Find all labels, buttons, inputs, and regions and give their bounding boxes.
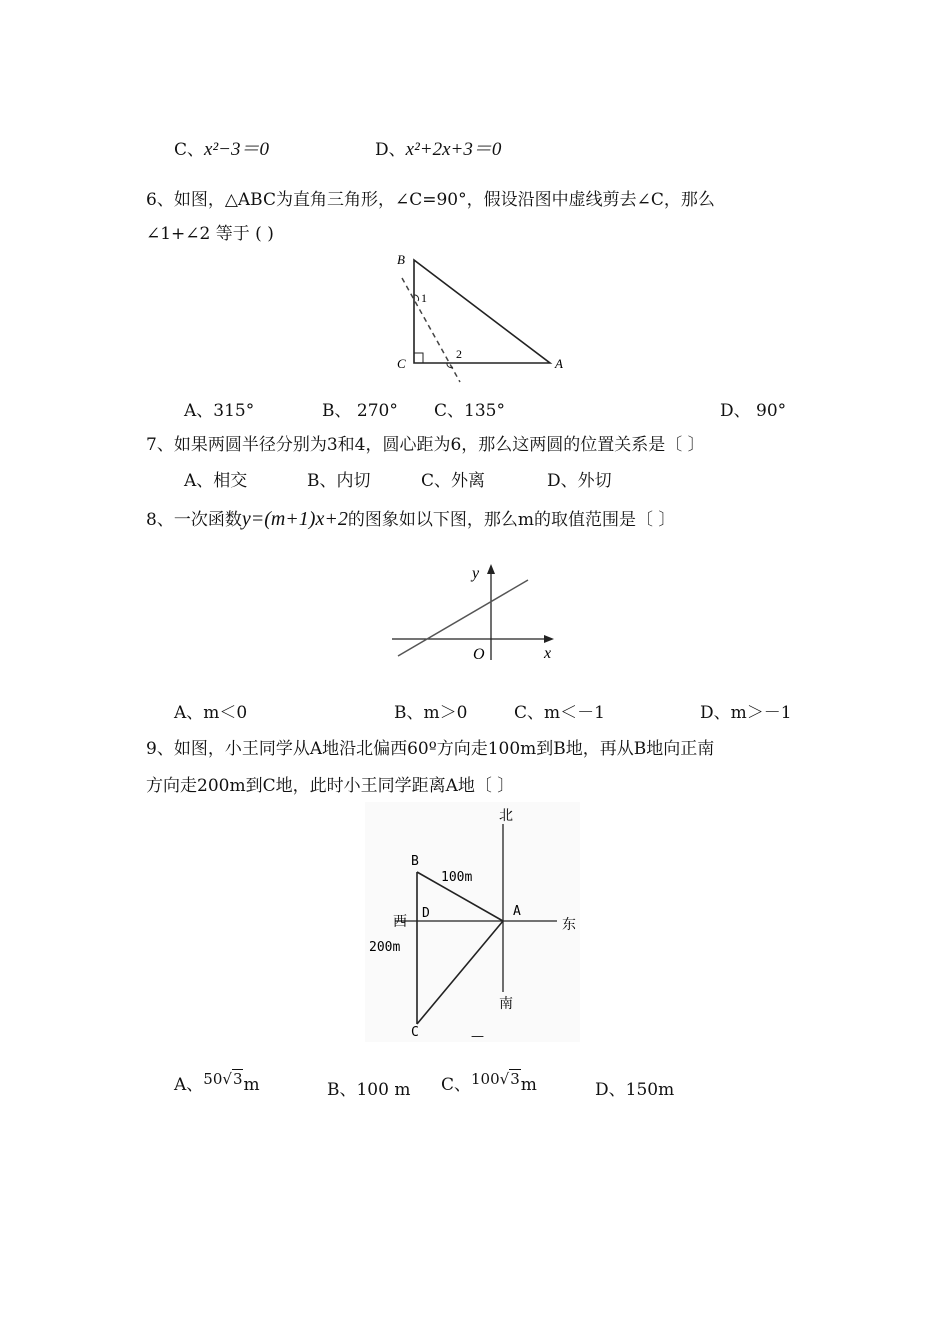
unit: m [243,1075,260,1095]
q9-text-line1: 9、如图，小王同学从A地沿北偏西60º方向走100m到B地，再从B地向正南 [146,739,715,759]
q7-text: 7、如果两圆半径分别为3和4，圆心距为6，那么这两圆的位置关系是〔 〕 [146,435,705,455]
q8-option-c: C、m＜－1 [514,703,605,723]
unit: m [520,1075,537,1095]
sqrt-expression: √3 [499,1070,520,1088]
q8-text [146,505,675,531]
x-axis-label: x [544,645,552,662]
radicand: 3 [232,1070,243,1088]
q6-text-line1: 6、如图，△ABC为直角三角形，∠C=90°，假设沿图中虚线剪去∠C，那么 [146,190,715,210]
point-c-label: C [411,1025,419,1040]
vertex-c-label: C [397,356,406,371]
east-label: 东 [562,918,576,933]
radicand: 3 [510,1070,520,1088]
option-label: A、 [174,1075,204,1095]
q8-option-d: D、m＞－1 [700,703,792,723]
west-label: 西 [393,915,407,930]
north-label: 北 [499,809,513,824]
cut-dashed-line [402,278,460,382]
q9-option-c [441,1070,537,1095]
q6-triangle-figure [390,250,580,380]
x-axis-arrow [544,635,554,643]
south-label: 南 [499,997,513,1012]
right-angle-mark [414,353,423,363]
q8-option-a: A、m＜0 [174,703,248,723]
q6-option-b: B、 270° [322,401,398,421]
q9-direction-figure [365,802,580,1042]
q8-option-b: B、m＞0 [394,703,468,723]
option-label: C、 [441,1075,472,1095]
triangle-abc [414,260,550,363]
point-a-label: A [513,904,521,919]
point-b-label: B [411,854,419,869]
point-d-label: D [422,906,430,921]
equation: x²−3＝0 [204,139,269,160]
q9-text-line2: 方向走200m到C地，此时小王同学距离A地〔 〕 [146,776,515,796]
ab-length-label: 100m [441,870,473,885]
q6-text-line2: ∠1+∠2 等于 ( ) [146,224,274,244]
sqrt-expression: √3 [222,1070,243,1088]
q9-option-d: D、150m [595,1080,675,1100]
q8-function: y=(m+1)x+2 [241,508,348,530]
q7-option-a: A、相交 [184,471,248,491]
coefficient: 50 [203,1070,223,1088]
q5-option-d [375,134,501,161]
angle1-label: 1 [421,291,427,305]
vertex-b-label: B [397,252,405,267]
q8-suffix: 的图象如以下图，那么m的取值范围是〔 〕 [347,510,676,530]
option-label: D、 [375,140,406,160]
q6-option-d: D、 90° [720,401,787,421]
y-axis-arrow [487,564,495,574]
q9-option-b: B、100 m [327,1080,411,1100]
function-line [398,580,528,656]
q7-option-b: B、内切 [307,471,371,491]
q6-option-a: A、315° [184,401,255,421]
y-axis-label: y [472,565,480,582]
vertex-a-label: A [555,356,563,371]
q7-option-d: D、外切 [547,471,612,491]
q9-option-a [174,1070,260,1095]
angle2-label: 2 [456,347,462,361]
q5-option-c [174,134,269,161]
coefficient: 100 [471,1070,500,1088]
equation: x²+2x+3＝0 [405,139,502,160]
q8-prefix: 8、一次函数 [146,510,242,530]
dash-mark: — [471,1029,484,1044]
q6-option-c: C、135° [434,401,505,421]
bc-length-label: 200m [369,940,401,955]
option-label: C、 [174,140,205,160]
q8-graph-figure [390,560,565,670]
q7-option-c: C、外离 [421,471,486,491]
origin-label: O [473,646,485,663]
